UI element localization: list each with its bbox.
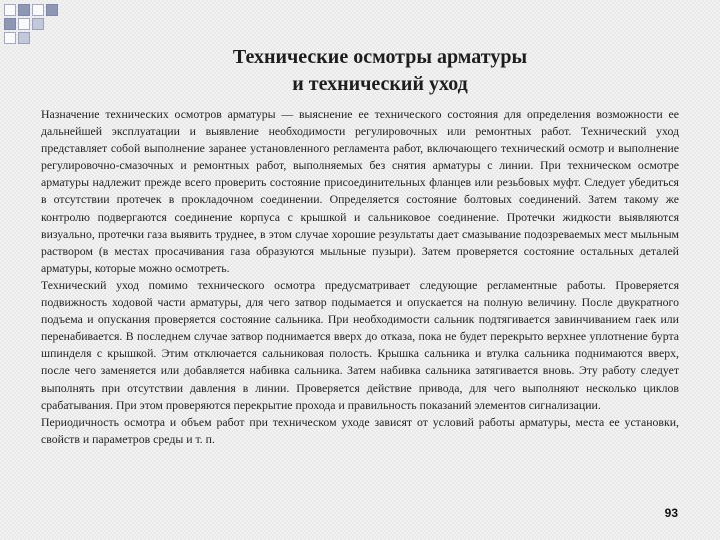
paragraph: Периодичность осмотра и объем работ при техническом уходе зависят от условий работы арматуры, места ее установки, свойств и параметров среды и т. п. [41,414,679,446]
decor-square [46,4,58,16]
slide-title [0,44,720,98]
decor-square [32,18,44,30]
decor-square [4,18,16,30]
decor-square [4,32,16,44]
paragraph: Назначение технических осмотров арматуры — выяснение ее технического состояния для определения возможности ее дальнейшей эксплуатации и выявление необходимости регулировочных или ремонтных работ. Технический уход представляет собой выполнение заранее установленного регламента работ, включающего технический осмотр и выполнение регулировочно-смазочных и ремонтных работ, выполняемых без снятия арматуры с линии. При техническом осмотре арматуры надлежит прежде всего проверить состояние присоединительных фланцев или резьбовых муфт. Следует убедиться в отсутствии протечек в прокладочном соединении. Определяется состояние болтовых соединений. Затем такому же контролю подвергаются соединение корпуса с крышкой и сальниковое соединение. Протечки жидкости выявляются визуально, протечки газа выявить труднее, в этом случае хорошие результаты дает смазывание подозреваемых мест мыльным раствором (в местах просачивания газа образуются мыльные пузыри). Затем проверяется состояние остальных деталей арматуры, которые можно осмотреть. [41,107,679,275]
decor-square [18,32,30,44]
paragraph: Технический уход помимо технического осмотра предусматривает следующие регламентные работы. Проверяется подвижность ходовой части арматуры, для чего затвор подымается и опускается на полную величину. После двукратного подъема и опускания проверяется состояние сальника. При необходимости сальник подтягивается завинчиванием гаек или перенабивается. В последнем случае затвор поднимается вверх до отказа, пока не будет перекрыто верхнее уплотнение бурта шпинделя с крышкой. Этим отключается сальниковая полость. Крышка сальника и втулка сальника поднимаются вверх, после чего заменяется или добавляется набивка сальника. Затем набивка сальника затягивается вновь. Эту работу следует выполнять при отсутствии давления в линии. Проверяется действие привода, для чего выполняют несколько циклов срабатывания. При этом проверяются перекрытие прохода и правильность показаний элементов сигнализации. [41,277,679,412]
decor-square [18,4,30,16]
body-text [41,106,679,448]
title-line-1: Технические осмотры арматуры [232,46,528,68]
decor-square [18,18,30,30]
page-number: 93 [664,506,678,520]
title-line-2: и технический уход [292,73,468,95]
decor-square [32,4,44,16]
decor-square [4,4,16,16]
